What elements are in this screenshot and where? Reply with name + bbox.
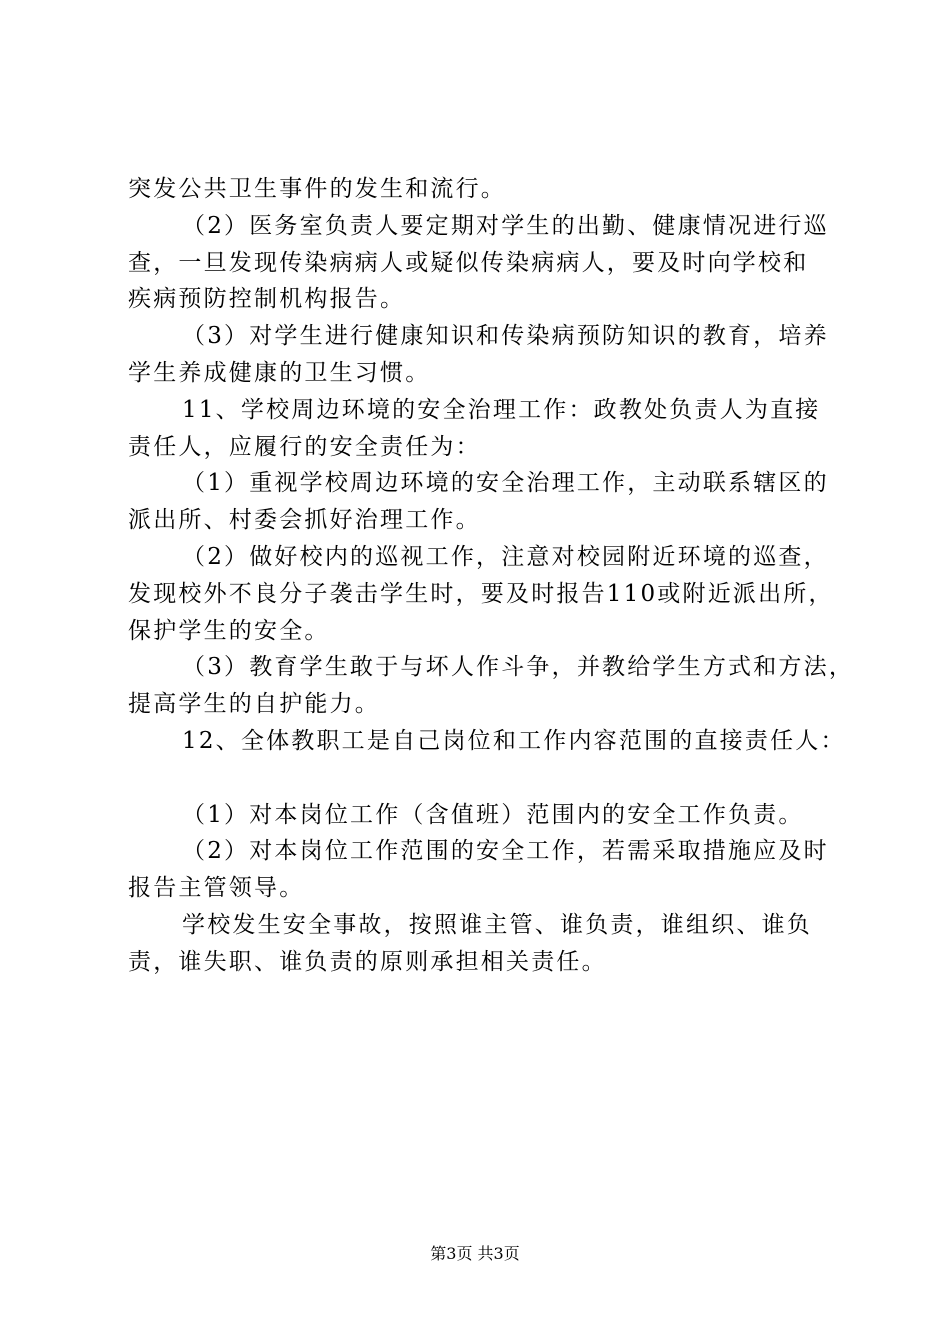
text-line: （3）对学生进行健康知识和传染病预防知识的教育，培养 bbox=[182, 323, 829, 350]
text-line: 疾病预防控制机构报告。 bbox=[128, 286, 406, 313]
blank-line bbox=[128, 760, 833, 797]
text-line: 突发公共卫生事件的发生和流行。 bbox=[128, 176, 506, 202]
text-line: 责，谁失职、谁负责的原则承担相关责任。 bbox=[128, 948, 607, 975]
text-line: 查，一旦发现传染病病人或疑似传染病病人，要及时向学校和 bbox=[128, 249, 809, 276]
text-line: 12、全体教职工是自己岗位和工作内容范围的直接责任人： bbox=[182, 727, 846, 754]
text-line: 报告主管领导。 bbox=[128, 875, 305, 902]
text-line: 学生养成健康的卫生习惯。 bbox=[128, 359, 431, 386]
text-line: （3）教育学生敢于与坏人作斗争，并教给学生方式和方法， bbox=[182, 654, 855, 681]
text-line: 责任人，应履行的安全责任为： bbox=[128, 433, 481, 460]
document-body bbox=[128, 171, 855, 981]
text-line: 发现校外不良分子袭击学生时，要及时报告110或附近派出所， bbox=[128, 580, 834, 607]
text-line: 11、学校周边环境的安全治理工作：政教处负责人为直接 bbox=[182, 396, 821, 423]
text-line: （1）重视学校周边环境的安全治理工作，主动联系辖区的 bbox=[182, 470, 829, 497]
text-line: （2）医务室负责人要定期对学生的出勤、健康情况进行巡 bbox=[182, 212, 829, 239]
text-line: 学校发生安全事故，按照谁主管、谁负责，谁组织、谁负 bbox=[182, 911, 812, 938]
text-line: （1）对本岗位工作（含值班）范围内的安全工作负责。 bbox=[182, 801, 804, 828]
page-footer: 第3页 共3页 bbox=[430, 1244, 520, 1263]
text-line: （2）做好校内的巡视工作，注意对校园附近环境的巡查， bbox=[182, 543, 829, 570]
text-line: （2）对本岗位工作范围的安全工作，若需采取措施应及时 bbox=[182, 838, 829, 865]
text-line: 提高学生的自护能力。 bbox=[128, 691, 380, 718]
text-line: 保护学生的安全。 bbox=[128, 617, 330, 644]
text-line: 派出所、村委会抓好治理工作。 bbox=[128, 507, 481, 534]
